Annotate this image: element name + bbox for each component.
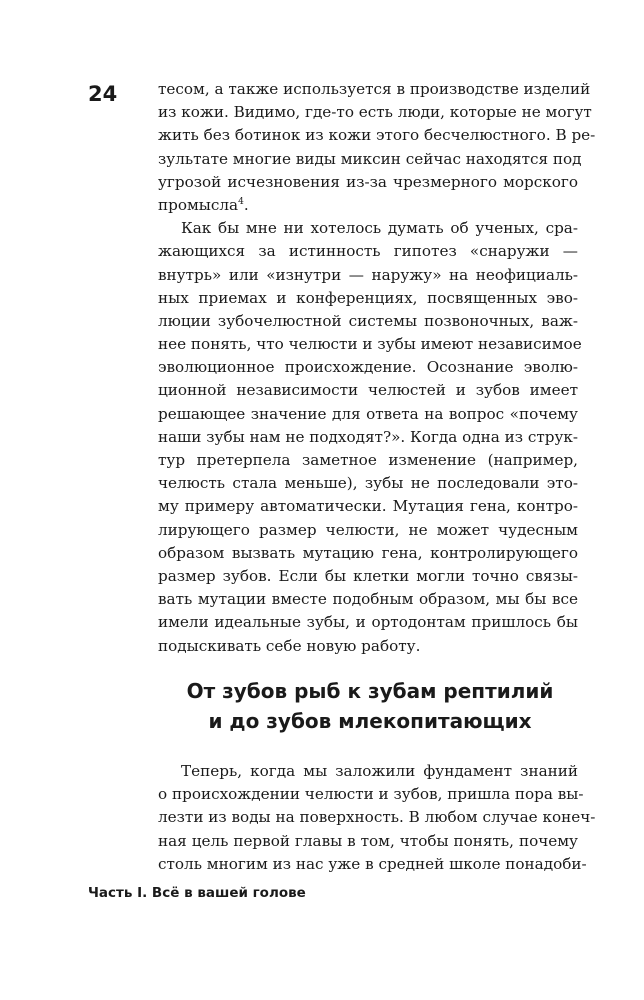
text-line: люции зубочелюстной системы позвоночных, важ- xyxy=(158,311,578,330)
text-line: ных приемах и конференциях, посвященных эво- xyxy=(158,288,578,307)
text-line: жающихся за истинность гипотез «снаружи — xyxy=(158,242,578,261)
text-line: Как бы мне ни хотелось думать об ученых, сра- xyxy=(181,219,578,238)
section-heading xyxy=(140,676,600,736)
section-heading-line: От зубов рыб к зубам рептилий xyxy=(186,679,554,703)
page-number: 24 xyxy=(88,82,118,106)
body-text-bottom xyxy=(158,760,596,876)
text-line: угрозой исчезновения из-за чрезмерного морского xyxy=(158,172,578,191)
paragraph-2 xyxy=(158,217,582,658)
text-line: внутрь» или «изнутри — наружу» на неофициаль- xyxy=(158,265,578,284)
text-line: подыскивать себе новую работу. xyxy=(158,636,421,655)
text-line: ная цель первой главы в том, чтобы понять, почему xyxy=(158,831,578,850)
paragraph-1 xyxy=(158,78,596,217)
text-line: имели идеальные зубы, и ортодонтам пришлось бы xyxy=(158,613,578,632)
text-line: вать мутации вместе подобным образом, мы бы все xyxy=(158,590,578,609)
text-line xyxy=(158,194,578,217)
text-line: зультате многие виды миксин сейчас находятся под xyxy=(158,149,582,168)
paragraph-3 xyxy=(158,760,596,876)
text-line: о происхождении челюсти и зубов, пришла пора вы- xyxy=(158,785,584,804)
text-line: образом вызвать мутацию гена, контролирующего xyxy=(158,543,578,562)
text-line: лезти из воды на поверхность. В любом случае конеч- xyxy=(158,808,596,827)
text-line: из кожи. Видимо, где-то есть люди, которые не могут xyxy=(158,103,592,122)
text-line: челюсть стала меньше), зубы не последовали это- xyxy=(158,474,578,493)
text-line: размер зубов. Если бы клетки могли точно связы- xyxy=(158,566,578,585)
text-line: жить без ботинок из кожи этого бесчелюстного. В ре- xyxy=(158,126,596,145)
text-line: нее понять, что челюсти и зубы имеют независимое xyxy=(158,335,582,354)
text-line: тур претерпела заметное изменение (например, xyxy=(158,451,578,469)
text-line-punctuation: . xyxy=(243,195,249,214)
text-line: столь многим из нас уже в средней школе понадоби- xyxy=(158,854,587,873)
footnote-marker[interactable]: 4 xyxy=(238,196,244,207)
running-footer: Часть I. Всё в вашей голове xyxy=(88,885,306,901)
text-line-content: промысла xyxy=(158,195,239,214)
text-line: эволюционное происхождение. Осознание эволю- xyxy=(158,358,578,377)
text-line: лирующего размер челюсти, не может чудесным xyxy=(158,520,578,539)
text-line: Теперь, когда мы заложили фундамент знаний xyxy=(181,762,578,780)
section-heading-line: и до зубов млекопитающих xyxy=(208,709,532,733)
text-line: ционной независимости челюстей и зубов имеет xyxy=(158,381,578,400)
text-line: решающее значение для ответа на вопрос «почему xyxy=(158,404,578,423)
text-line: наши зубы нам не подходят?». Когда одна из струк- xyxy=(158,427,579,446)
text-line: тесом, а также используется в производстве изделий xyxy=(158,80,591,98)
body-text-top xyxy=(158,78,596,658)
text-line: му примеру автоматически. Мутация гена, контро- xyxy=(158,497,578,516)
